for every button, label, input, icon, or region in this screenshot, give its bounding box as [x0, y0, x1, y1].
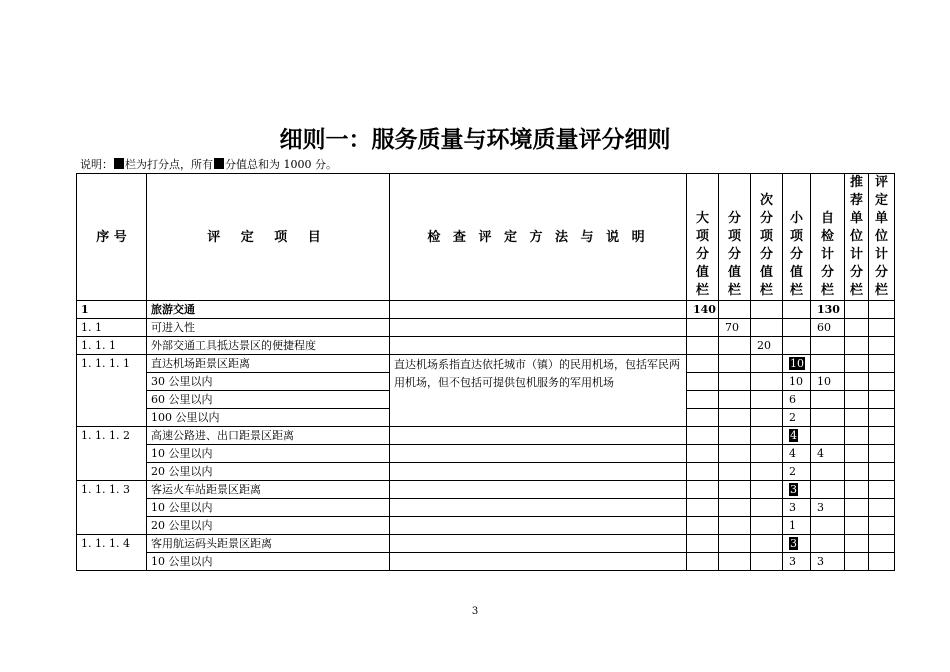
- cell-sub: [719, 481, 751, 499]
- cell-small: [783, 481, 811, 499]
- table-row: [77, 517, 895, 535]
- row-method: [390, 337, 687, 355]
- score-value: 6: [789, 393, 796, 406]
- cell-sub: [719, 337, 751, 355]
- score-value: 3: [790, 537, 797, 550]
- row-method: [390, 463, 687, 481]
- table-row: [77, 535, 895, 553]
- cell-sub: [719, 301, 751, 319]
- cell-sub: [719, 355, 751, 373]
- row-item: 外部交通工具抵达景区的便捷程度: [147, 337, 390, 355]
- cell-sub: [719, 553, 751, 571]
- cell-recommend: [845, 553, 869, 571]
- cell-sub: [719, 319, 751, 337]
- score-value: 4: [789, 447, 796, 460]
- header-minor: 次分项分值栏: [751, 174, 783, 301]
- cell-major: [687, 355, 719, 373]
- table-header-row: [77, 174, 895, 301]
- cell-minor: [751, 409, 783, 427]
- row-item: 直达机场距景区距离: [147, 355, 390, 373]
- cell-major: [687, 391, 719, 409]
- cell-sub: [719, 427, 751, 445]
- cell-minor: [751, 517, 783, 535]
- row-method: [390, 481, 687, 499]
- table-row: [77, 463, 895, 481]
- scoring-note: [80, 158, 337, 172]
- cell-self: [811, 373, 845, 391]
- row-method: [390, 445, 687, 463]
- cell-major: [687, 499, 719, 517]
- score-value: 4: [817, 447, 824, 460]
- cell-small: [783, 445, 811, 463]
- header-major: 大项分值栏: [687, 174, 719, 301]
- score-value: 3: [790, 483, 797, 496]
- cell-small: [783, 301, 811, 319]
- cell-assess: [869, 373, 895, 391]
- cell-self: [811, 463, 845, 481]
- cell-small: [783, 337, 811, 355]
- cell-minor: [751, 463, 783, 481]
- score-value: 60: [817, 321, 831, 334]
- cell-assess: [869, 355, 895, 373]
- score-value: 4: [790, 429, 797, 442]
- cell-self: [811, 355, 845, 373]
- cell-self: [811, 391, 845, 409]
- score-value: 10: [790, 357, 804, 370]
- table-row: [77, 355, 895, 373]
- black-square-icon: [114, 158, 124, 169]
- cell-sub: [719, 391, 751, 409]
- cell-minor: [751, 481, 783, 499]
- cell-major: [687, 373, 719, 391]
- row-method: [390, 535, 687, 553]
- row-seq: 1. 1. 1. 4: [77, 535, 147, 571]
- score-value: 70: [725, 321, 739, 334]
- cell-assess: [869, 409, 895, 427]
- cell-small: [783, 427, 811, 445]
- cell-recommend: [845, 499, 869, 517]
- cell-assess: [869, 481, 895, 499]
- cell-small: [783, 355, 811, 373]
- cell-assess: [869, 517, 895, 535]
- scoring-table: [76, 173, 895, 571]
- header-method: 检 查 评 定 方 法 与 说 明: [390, 174, 687, 301]
- cell-recommend: [845, 535, 869, 553]
- header-recommend: 推荐单位计分栏: [845, 174, 869, 301]
- table-row: [77, 301, 895, 319]
- cell-self: [811, 319, 845, 337]
- cell-recommend: [845, 481, 869, 499]
- score-value: 2: [789, 465, 796, 478]
- score-value: 3: [817, 501, 824, 514]
- cell-assess: [869, 391, 895, 409]
- row-item: 60 公里以内: [147, 391, 390, 409]
- cell-recommend: [845, 463, 869, 481]
- cell-self: [811, 553, 845, 571]
- cell-recommend: [845, 337, 869, 355]
- header-seq: 序 号: [77, 174, 147, 301]
- cell-assess: [869, 535, 895, 553]
- row-method: [390, 319, 687, 337]
- cell-self: [811, 427, 845, 445]
- black-square-icon: [214, 158, 224, 169]
- row-item: 客运火车站距景区距离: [147, 481, 390, 499]
- cell-small: [783, 553, 811, 571]
- cell-minor: [751, 301, 783, 319]
- header-sub: 分项分值栏: [719, 174, 751, 301]
- cell-self: [811, 535, 845, 553]
- score-value: 20: [757, 339, 771, 352]
- cell-sub: [719, 463, 751, 481]
- page-number: 3: [471, 606, 479, 617]
- cell-assess: [869, 427, 895, 445]
- cell-major: [687, 409, 719, 427]
- row-method: [390, 427, 687, 445]
- cell-minor: [751, 319, 783, 337]
- cell-self: [811, 481, 845, 499]
- cell-self: [811, 445, 845, 463]
- row-item: 10 公里以内: [147, 445, 390, 463]
- cell-self: [811, 517, 845, 535]
- row-item: 20 公里以内: [147, 517, 390, 535]
- cell-major: [687, 337, 719, 355]
- score-value: 10: [789, 375, 803, 388]
- header-item: 评 定 项 目: [147, 174, 390, 301]
- row-method: [390, 301, 687, 319]
- cell-recommend: [845, 391, 869, 409]
- score-value: 2: [789, 411, 796, 424]
- cell-recommend: [845, 445, 869, 463]
- cell-major: [687, 427, 719, 445]
- page-title: 细则一：服务质量与环境质量评分细则: [279, 127, 671, 153]
- cell-major: [687, 535, 719, 553]
- cell-recommend: [845, 355, 869, 373]
- row-seq: 1. 1. 1. 2: [77, 427, 147, 481]
- cell-minor: [751, 445, 783, 463]
- cell-small: [783, 391, 811, 409]
- cell-sub: [719, 499, 751, 517]
- cell-major: [687, 319, 719, 337]
- row-item: 10 公里以内: [147, 553, 390, 571]
- cell-minor: [751, 337, 783, 355]
- row-method: [390, 499, 687, 517]
- score-value: 1: [789, 519, 796, 532]
- row-method: [390, 517, 687, 535]
- table-row: [77, 499, 895, 517]
- header-small: 小项分值栏: [783, 174, 811, 301]
- table-row: [77, 445, 895, 463]
- table-row: [77, 427, 895, 445]
- cell-small: [783, 535, 811, 553]
- row-item: 10 公里以内: [147, 499, 390, 517]
- cell-major: [687, 463, 719, 481]
- cell-assess: [869, 445, 895, 463]
- row-seq: 1. 1. 1. 3: [77, 481, 147, 535]
- cell-recommend: [845, 409, 869, 427]
- table-row: [77, 481, 895, 499]
- header-self: 自检计分栏: [811, 174, 845, 301]
- cell-recommend: [845, 427, 869, 445]
- cell-recommend: [845, 301, 869, 319]
- score-value: 3: [789, 555, 796, 568]
- cell-major: [687, 553, 719, 571]
- cell-sub: [719, 517, 751, 535]
- cell-major: [687, 481, 719, 499]
- table-row: [77, 319, 895, 337]
- cell-sub: [719, 535, 751, 553]
- cell-assess: [869, 337, 895, 355]
- row-method-description: 直达机场系指直达依托城市（镇）的民用机场，包括军民两用机场，但不包括可提供包机服务的军用机场: [390, 355, 687, 427]
- row-item: 可进入性: [147, 319, 390, 337]
- row-item: 客用航运码头距景区距离: [147, 535, 390, 553]
- cell-minor: [751, 553, 783, 571]
- cell-small: [783, 319, 811, 337]
- cell-minor: [751, 355, 783, 373]
- cell-recommend: [845, 517, 869, 535]
- row-item: 旅游交通: [147, 301, 390, 319]
- cell-small: [783, 373, 811, 391]
- row-item: 高速公路进、出口距景区距离: [147, 427, 390, 445]
- score-value: 130: [817, 303, 840, 316]
- row-method: [390, 553, 687, 571]
- note-middle: 栏为打分点，所有: [125, 158, 213, 171]
- note-suffix: 分值总和为 1000 分。: [225, 158, 337, 171]
- cell-self: [811, 301, 845, 319]
- cell-minor: [751, 535, 783, 553]
- cell-assess: [869, 499, 895, 517]
- cell-small: [783, 517, 811, 535]
- row-seq: 1. 1: [77, 319, 147, 337]
- row-item: 30 公里以内: [147, 373, 390, 391]
- cell-assess: [869, 301, 895, 319]
- table-row: [77, 337, 895, 355]
- cell-major: [687, 445, 719, 463]
- score-value: 140: [693, 303, 716, 316]
- cell-minor: [751, 373, 783, 391]
- cell-recommend: [845, 319, 869, 337]
- cell-assess: [869, 553, 895, 571]
- score-value: 3: [817, 555, 824, 568]
- row-seq: 1. 1. 1: [77, 337, 147, 355]
- cell-self: [811, 337, 845, 355]
- cell-major: [687, 301, 719, 319]
- cell-small: [783, 409, 811, 427]
- score-value: 10: [817, 375, 831, 388]
- cell-minor: [751, 499, 783, 517]
- cell-self: [811, 409, 845, 427]
- cell-small: [783, 499, 811, 517]
- cell-self: [811, 499, 845, 517]
- header-assess: 评定单位计分栏: [869, 174, 895, 301]
- row-item: 100 公里以内: [147, 409, 390, 427]
- cell-sub: [719, 409, 751, 427]
- cell-sub: [719, 445, 751, 463]
- cell-small: [783, 463, 811, 481]
- note-prefix: 说明：: [80, 158, 113, 171]
- cell-major: [687, 517, 719, 535]
- score-value: 3: [789, 501, 796, 514]
- cell-minor: [751, 427, 783, 445]
- cell-assess: [869, 463, 895, 481]
- cell-minor: [751, 391, 783, 409]
- row-item: 20 公里以内: [147, 463, 390, 481]
- row-seq: 1. 1. 1. 1: [77, 355, 147, 427]
- cell-assess: [869, 319, 895, 337]
- cell-sub: [719, 373, 751, 391]
- row-seq: 1: [77, 301, 147, 319]
- table-row: [77, 553, 895, 571]
- cell-recommend: [845, 373, 869, 391]
